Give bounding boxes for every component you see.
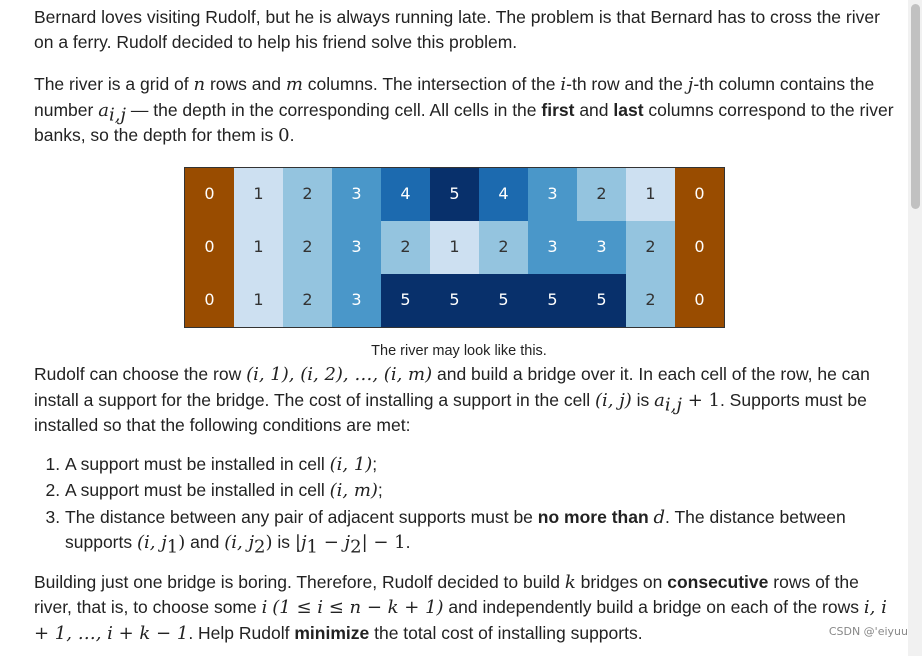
- river-description-paragraph: The river is a grid of n rows and m columns. The intersection of the i-th row and the j-th column contains the number $a_{i,j}$ — the depth in the corresponding cell. All cells in the first and last columns correspond to the river banks, so the depth for them is 0.: [34, 74, 894, 146]
- grid-cell: 1: [234, 168, 283, 222]
- grid-row: [185, 221, 725, 274]
- grid-cell: 0: [675, 221, 725, 274]
- grid-row: [185, 274, 725, 328]
- grid-cell: 1: [626, 168, 675, 222]
- grid-cell: 1: [430, 221, 479, 274]
- consecutive-paragraph: Building just one bridge is boring. Therefore, Rudolf decided to build k bridges on consecutive rows of the river, that is, to choose some i (1 ≤ i ≤ n − k + 1) and independently build a bridge on each of the rows i, i + 1, …, i + k − 1. Help Rudolf minimize the total cost of installing supports.: [34, 571, 887, 644]
- river-grid: [184, 167, 725, 328]
- grid-cell: 5: [430, 274, 479, 328]
- grid-cell: 3: [332, 274, 381, 328]
- grid-cell: 0: [675, 274, 725, 328]
- list-item: 3. The distance between any pair of adjacent supports must be no more than d. The distance between supports (i, $j_1$) and (i, $j_2$) is $|j_1 - j_2| - 1$.: [65, 505, 894, 556]
- grid-cell: 4: [381, 168, 430, 222]
- river-figure: [184, 167, 734, 359]
- grid-cell: 1: [234, 221, 283, 274]
- grid-cell: 5: [381, 274, 430, 328]
- grid-cell: 3: [528, 221, 577, 274]
- grid-cell: 2: [626, 274, 675, 328]
- grid-cell: 3: [577, 221, 626, 274]
- grid-row: [185, 168, 725, 222]
- grid-cell: 0: [185, 221, 235, 274]
- grid-cell: 0: [675, 168, 725, 222]
- scrollbar-thumb[interactable]: [911, 4, 920, 209]
- grid-cell: 1: [234, 274, 283, 328]
- bridge-paragraph: Rudolf can choose the row (i, 1), (i, 2), …, (i, m) and build a bridge over it. In each cell of the row, he can install a support for the bridge. The cost of installing a support in the cell (i, j) is $a_{i,j} + 1$. Supports must be installed so that the following conditions are met:: [34, 364, 870, 435]
- scrollbar[interactable]: [908, 0, 922, 656]
- grid-cell: 2: [283, 221, 332, 274]
- grid-cell: 5: [528, 274, 577, 328]
- grid-cell: 3: [528, 168, 577, 222]
- grid-cell: 0: [185, 274, 235, 328]
- statement-top: [34, 5, 894, 167]
- list-item: 2. A support must be installed in cell (i, m);: [65, 478, 894, 504]
- grid-cell: 5: [577, 274, 626, 328]
- statement-bottom: [34, 362, 894, 646]
- grid-cell: 2: [479, 221, 528, 274]
- grid-cell: 3: [332, 221, 381, 274]
- grid-cell: 2: [626, 221, 675, 274]
- grid-cell: 3: [332, 168, 381, 222]
- conditions-list: [34, 452, 894, 556]
- grid-cell: 5: [479, 274, 528, 328]
- grid-cell: 0: [185, 168, 235, 222]
- grid-cell: 2: [283, 168, 332, 222]
- watermark: CSDN @'eiyuu: [828, 624, 908, 638]
- figure-caption: The river may look like this.: [371, 343, 547, 359]
- grid-cell: 4: [479, 168, 528, 222]
- grid-cell: 2: [577, 168, 626, 222]
- intro-paragraph: Bernard loves visiting Rudolf, but he is always running late. The problem is that Bernard has to cross the river on a ferry. Rudolf decided to help his friend solve this problem.: [34, 7, 880, 52]
- grid-cell: 5: [430, 168, 479, 222]
- grid-cell: 2: [283, 274, 332, 328]
- grid-cell: 2: [381, 221, 430, 274]
- list-item: 1. A support must be installed in cell (i, 1);: [65, 452, 894, 478]
